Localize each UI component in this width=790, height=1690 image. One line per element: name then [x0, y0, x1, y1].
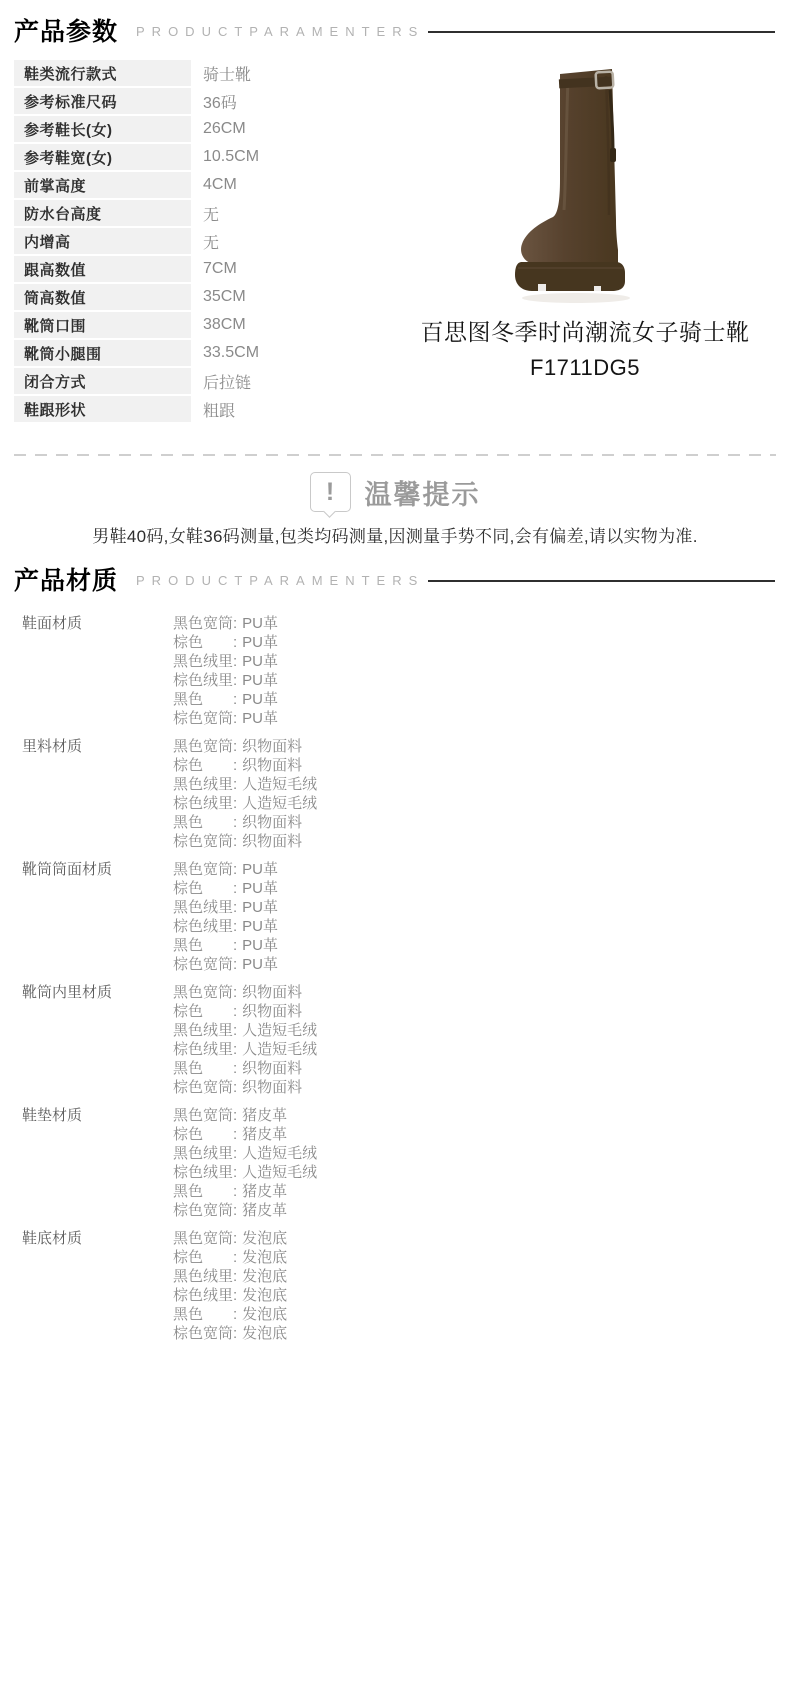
- section-subtitle: PRODUCTPARAMENTERS: [136, 573, 425, 588]
- material-line: [173, 737, 317, 756]
- variant-name: 棕色绒里: [173, 918, 234, 935]
- exclamation-bubble-icon: [310, 472, 351, 512]
- material-value: 人造短毛绒: [242, 1041, 318, 1058]
- product-image-boot: [510, 60, 660, 306]
- material-value: 人造短毛绒: [242, 776, 318, 793]
- param-value: 35CM: [203, 288, 246, 305]
- boot-illustration: [510, 60, 660, 306]
- material-value: PU革: [242, 956, 279, 973]
- material-value: 猪皮革: [242, 1183, 288, 1200]
- variant-name: 黑色宽筒: [173, 984, 234, 1001]
- colon: :: [233, 710, 238, 727]
- product-parameters-header: [0, 0, 790, 48]
- colon: :: [233, 956, 238, 973]
- product-model-code: F1711DG5: [530, 355, 640, 380]
- table-row: [14, 200, 380, 226]
- material-label: 靴筒筒面材质: [22, 861, 113, 878]
- material-line: [173, 860, 278, 879]
- material-value: 猪皮革: [242, 1107, 288, 1124]
- material-value: 猪皮革: [242, 1126, 288, 1143]
- material-line: [173, 898, 278, 917]
- material-value: 织物面料: [242, 738, 303, 755]
- material-line: [173, 1002, 317, 1021]
- variant-name: 棕色: [173, 1249, 204, 1266]
- colon: :: [233, 1183, 238, 1200]
- colon: :: [233, 984, 238, 1001]
- param-label: 前掌高度: [14, 172, 191, 198]
- colon: :: [233, 1003, 238, 1020]
- material-value: PU革: [242, 672, 279, 689]
- colon: :: [233, 1230, 238, 1247]
- variant-name: 黑色宽筒: [173, 1107, 234, 1124]
- colon: :: [233, 861, 238, 878]
- material-value: 发泡底: [242, 1306, 288, 1323]
- material-line: [173, 709, 278, 728]
- param-label: 内增高: [14, 228, 191, 254]
- material-line: [173, 1182, 317, 1201]
- material-line: [173, 614, 278, 633]
- product-preview: [380, 60, 790, 424]
- material-line: [173, 633, 278, 652]
- material-rows: [173, 1106, 317, 1220]
- material-line: [173, 1248, 287, 1267]
- param-value: 后拉链: [203, 374, 252, 392]
- material-value: 发泡底: [242, 1268, 288, 1285]
- header-rule: [428, 580, 775, 582]
- material-value: PU革: [242, 653, 279, 670]
- material-line: [173, 1021, 317, 1040]
- material-value: PU革: [242, 634, 279, 651]
- material-label: 鞋面材质: [22, 615, 83, 632]
- param-label: 靴筒口围: [14, 312, 191, 338]
- material-section-outsole: [0, 1229, 790, 1343]
- colon: :: [233, 1145, 238, 1162]
- materials-list: [0, 614, 790, 1343]
- param-label: 防水台高度: [14, 200, 191, 226]
- variant-name: 棕色宽筒: [173, 833, 234, 850]
- material-rows: [173, 1229, 287, 1343]
- material-value: 发泡底: [242, 1230, 288, 1247]
- material-line: [173, 775, 317, 794]
- material-line: [173, 983, 317, 1002]
- variant-name: 棕色: [173, 880, 204, 897]
- material-line: [173, 1201, 317, 1220]
- material-value: PU革: [242, 899, 279, 916]
- colon: :: [233, 1306, 238, 1323]
- material-value: 发泡底: [242, 1249, 288, 1266]
- material-value: PU革: [242, 615, 279, 632]
- table-row: [14, 256, 380, 282]
- material-line: [173, 1286, 287, 1305]
- param-label: 筒高数值: [14, 284, 191, 310]
- material-line: [173, 652, 278, 671]
- product-title: 百思图冬季时尚潮流女子骑士靴: [420, 319, 750, 345]
- colon: :: [233, 833, 238, 850]
- material-line: [173, 1059, 317, 1078]
- variant-name: 棕色绒里: [173, 795, 234, 812]
- param-label: 参考鞋长(女): [14, 116, 191, 142]
- material-line: [173, 955, 278, 974]
- material-value: 发泡底: [242, 1287, 288, 1304]
- variant-name: 棕色宽筒: [173, 956, 234, 973]
- colon: :: [233, 634, 238, 651]
- param-value: 38CM: [203, 316, 246, 333]
- param-value: 10.5CM: [203, 148, 260, 165]
- variant-name: 黑色宽筒: [173, 738, 234, 755]
- material-line: [173, 1163, 317, 1182]
- variant-name: 黑色: [173, 1183, 204, 1200]
- variant-name: 黑色绒里: [173, 653, 234, 670]
- colon: :: [233, 776, 238, 793]
- table-row: [14, 340, 380, 366]
- material-value: 人造短毛绒: [242, 795, 318, 812]
- colon: :: [233, 1325, 238, 1342]
- material-value: 织物面料: [242, 1060, 303, 1077]
- colon: :: [233, 1164, 238, 1181]
- param-value: 粗跟: [203, 402, 236, 420]
- material-value: 织物面料: [242, 1079, 303, 1096]
- colon: :: [233, 615, 238, 632]
- colon: :: [233, 1079, 238, 1096]
- colon: :: [233, 1107, 238, 1124]
- param-value: 7CM: [203, 260, 237, 277]
- material-line: [173, 1106, 317, 1125]
- material-line: [173, 879, 278, 898]
- colon: :: [233, 1022, 238, 1039]
- param-value: 36码: [203, 94, 237, 112]
- material-value: 织物面料: [242, 1003, 303, 1020]
- material-value: PU革: [242, 937, 279, 954]
- colon: :: [233, 795, 238, 812]
- param-value: 骑士靴: [203, 66, 252, 84]
- colon: :: [233, 814, 238, 831]
- material-line: [173, 1125, 317, 1144]
- table-row: [14, 396, 380, 422]
- param-label: 参考鞋宽(女): [14, 144, 191, 170]
- material-label: 里料材质: [22, 738, 83, 755]
- table-row: [14, 88, 380, 114]
- variant-name: 黑色宽筒: [173, 861, 234, 878]
- parameters-content: [0, 60, 790, 424]
- variant-name: 棕色绒里: [173, 672, 234, 689]
- table-row: [14, 284, 380, 310]
- warm-tips: [0, 472, 790, 547]
- variant-name: 棕色宽筒: [173, 1202, 234, 1219]
- table-row: [14, 116, 380, 142]
- material-rows: [173, 614, 278, 728]
- colon: :: [233, 899, 238, 916]
- table-row: [14, 312, 380, 338]
- param-label: 鞋跟形状: [14, 396, 191, 422]
- warm-tips-text: 男鞋40码,女鞋36码测量,包类均码测量,因测量手势不同,会有偏差,请以实物为准.: [92, 527, 698, 546]
- variant-name: 棕色宽筒: [173, 1325, 234, 1342]
- colon: :: [233, 672, 238, 689]
- material-line: [173, 813, 317, 832]
- colon: :: [233, 1268, 238, 1285]
- colon: :: [233, 880, 238, 897]
- material-line: [173, 1078, 317, 1097]
- material-section-insole: [0, 1106, 790, 1220]
- colon: :: [233, 1287, 238, 1304]
- material-value: 人造短毛绒: [242, 1022, 318, 1039]
- colon: :: [233, 691, 238, 708]
- material-rows: [173, 983, 317, 1097]
- variant-name: 黑色: [173, 814, 204, 831]
- section-subtitle: PRODUCTPARAMENTERS: [136, 24, 425, 39]
- dashed-divider: [14, 454, 776, 456]
- variant-name: 黑色: [173, 691, 204, 708]
- param-label: 参考标准尺码: [14, 88, 191, 114]
- colon: :: [233, 937, 238, 954]
- material-line: [173, 1305, 287, 1324]
- colon: :: [233, 918, 238, 935]
- material-line: [173, 1229, 287, 1248]
- table-row: [14, 228, 380, 254]
- material-rows: [173, 737, 317, 851]
- variant-name: 棕色: [173, 1003, 204, 1020]
- variant-name: 棕色: [173, 757, 204, 774]
- table-row: [14, 172, 380, 198]
- material-value: 织物面料: [242, 757, 303, 774]
- variant-name: 黑色: [173, 1306, 204, 1323]
- colon: :: [233, 1249, 238, 1266]
- section-title: 产品参数: [14, 18, 119, 46]
- material-line: [173, 1040, 317, 1059]
- material-value: 人造短毛绒: [242, 1164, 318, 1181]
- material-line: [173, 832, 317, 851]
- material-value: 人造短毛绒: [242, 1145, 318, 1162]
- material-line: [173, 690, 278, 709]
- colon: :: [233, 653, 238, 670]
- variant-name: 棕色绒里: [173, 1287, 234, 1304]
- material-value: PU革: [242, 880, 279, 897]
- material-line: [173, 756, 317, 775]
- variant-name: 棕色: [173, 1126, 204, 1143]
- table-row: [14, 144, 380, 170]
- material-line: [173, 1324, 287, 1343]
- param-label: 靴筒小腿围: [14, 340, 191, 366]
- material-section-upper: [0, 614, 790, 728]
- param-value: 33.5CM: [203, 344, 260, 361]
- colon: :: [233, 1126, 238, 1143]
- product-materials-header: [0, 561, 790, 597]
- material-value: 织物面料: [242, 984, 303, 1001]
- param-label: 闭合方式: [14, 368, 191, 394]
- warm-tips-header: [0, 472, 790, 512]
- material-line: [173, 917, 278, 936]
- colon: :: [233, 757, 238, 774]
- material-label: 鞋垫材质: [22, 1107, 83, 1124]
- variant-name: 黑色绒里: [173, 1268, 234, 1285]
- param-value: 4CM: [203, 176, 237, 193]
- colon: :: [233, 1060, 238, 1077]
- variant-name: 棕色绒里: [173, 1041, 234, 1058]
- variant-name: 黑色绒里: [173, 899, 234, 916]
- material-value: PU革: [242, 710, 279, 727]
- variant-name: 棕色: [173, 634, 204, 651]
- material-line: [173, 936, 278, 955]
- material-value: 织物面料: [242, 833, 303, 850]
- param-value: 无: [203, 206, 220, 224]
- material-label: 鞋底材质: [22, 1230, 83, 1247]
- bubble-tail: [323, 505, 336, 518]
- variant-name: 黑色宽筒: [173, 615, 234, 632]
- variant-name: 黑色: [173, 937, 204, 954]
- material-value: PU革: [242, 918, 279, 935]
- param-label: 鞋类流行款式: [14, 60, 191, 86]
- material-rows: [173, 860, 278, 974]
- colon: :: [233, 738, 238, 755]
- material-label: 靴筒内里材质: [22, 984, 113, 1001]
- header-rule: [428, 31, 775, 33]
- variant-name: 棕色宽筒: [173, 710, 234, 727]
- variant-name: 黑色: [173, 1060, 204, 1077]
- material-line: [173, 794, 317, 813]
- colon: :: [233, 1202, 238, 1219]
- material-value: 织物面料: [242, 814, 303, 831]
- variant-name: 黑色绒里: [173, 776, 234, 793]
- table-row: [14, 368, 380, 394]
- variant-name: 黑色宽筒: [173, 1230, 234, 1247]
- material-value: PU革: [242, 861, 279, 878]
- exclamation-glyph: !: [325, 477, 335, 506]
- material-line: [173, 1267, 287, 1286]
- variant-name: 黑色绒里: [173, 1145, 234, 1162]
- section-title: 产品材质: [14, 567, 119, 595]
- colon: :: [233, 1041, 238, 1058]
- material-value: PU革: [242, 691, 279, 708]
- material-section-lining: [0, 737, 790, 851]
- variant-name: 黑色绒里: [173, 1022, 234, 1039]
- variant-name: 棕色绒里: [173, 1164, 234, 1181]
- material-line: [173, 671, 278, 690]
- param-value: 26CM: [203, 120, 246, 137]
- material-value: 猪皮革: [242, 1202, 288, 1219]
- parameters-table: [0, 60, 380, 424]
- table-row: [14, 60, 380, 86]
- param-label: 跟高数值: [14, 256, 191, 282]
- variant-name: 棕色宽筒: [173, 1079, 234, 1096]
- material-section-shaft-lining: [0, 983, 790, 1097]
- material-line: [173, 1144, 317, 1163]
- param-value: 无: [203, 234, 220, 252]
- material-section-shaft-surface: [0, 860, 790, 974]
- warm-tips-title: 温馨提示: [364, 479, 481, 510]
- material-value: 发泡底: [242, 1325, 288, 1342]
